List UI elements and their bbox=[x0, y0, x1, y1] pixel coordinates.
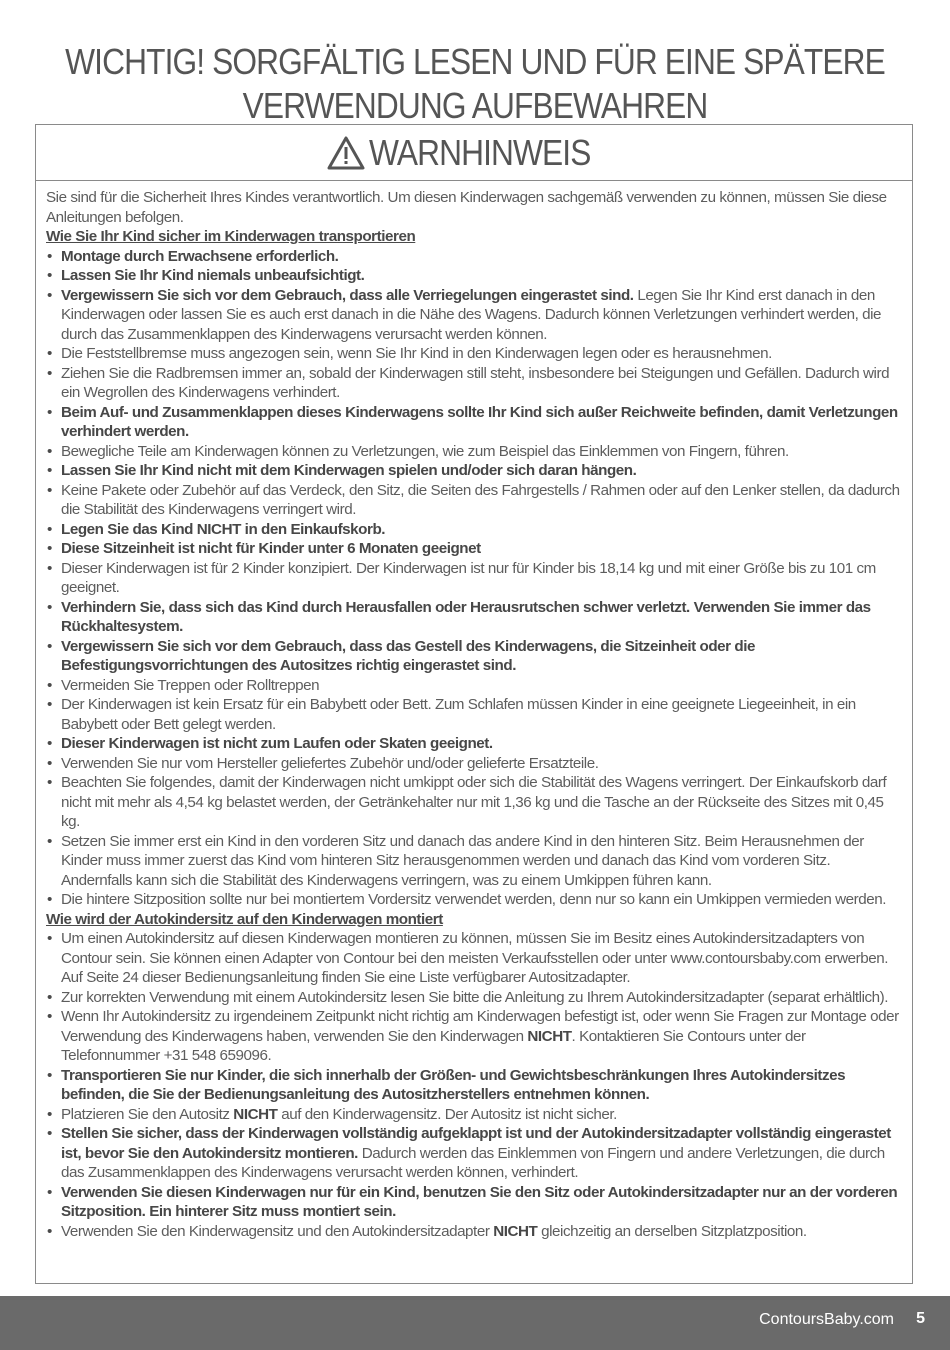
item-bold-text: NICHT bbox=[527, 1027, 572, 1045]
item-text: Die Feststellbremse muss angezogen sein, wenn Sie Ihr Kind in den Kinderwagen legen oder es herausnehmen. bbox=[61, 345, 772, 362]
warning-heading-text: WARNHINWEIS bbox=[369, 131, 591, 173]
item-text: Platzieren Sie den Autositz bbox=[61, 1105, 234, 1123]
list-item bbox=[46, 773, 904, 832]
item-text: Wenn Ihr Autokindersitz zu irgendeinem Zeitpunkt nicht richtig am Kinderwagen befestigt ist, oder wenn Sie Fragen zur Montage oder Verwendung des Kinderwagens haben, verwenden Sie den Kinderwagen bbox=[61, 1008, 899, 1045]
list-item bbox=[46, 1124, 904, 1183]
page-number: 5 bbox=[916, 1310, 925, 1327]
list-item bbox=[46, 754, 904, 774]
item-text: Der Kinderwagen ist kein Ersatz für ein Babybett oder Bett. Zum Schlafen müssen Kinder in eine geeignete Liegeeinheit, in ein Babybett oder Bett gelegt werden. bbox=[61, 696, 856, 733]
item-bold-text: Legen Sie das Kind NICHT in den Einkaufskorb. bbox=[61, 520, 386, 538]
list-item bbox=[46, 695, 904, 734]
item-bold-text: Beim Auf- und Zusammenklappen dieses Kinderwagens sollte Ihr Kind sich außer Reichweite befinden, damit Verletzungen verhindert werden. bbox=[61, 403, 898, 440]
list-item bbox=[46, 461, 904, 481]
section-heading-transport: Wie Sie Ihr Kind sicher im Kinderwagen transportieren bbox=[46, 228, 416, 245]
list-item bbox=[46, 832, 904, 891]
list-item bbox=[46, 598, 904, 637]
item-text: Ziehen Sie die Radbremsen immer an, sobald der Kinderwagen still steht, insbesondere bei Steigungen und Gefällen. Dadurch wird ein Wegrollen des Kinderwagens verhindert. bbox=[61, 364, 890, 401]
item-bold-text: Lassen Sie Ihr Kind niemals unbeaufsichtigt. bbox=[61, 267, 365, 284]
list-item bbox=[46, 247, 904, 267]
intro-text: Sie sind für die Sicherheit Ihres Kindes verantwortlich. Um diesen Kinderwagen sachgemäß verwenden zu können, müssen Sie diese Anleitungen befolgen. bbox=[46, 189, 887, 226]
item-bold-text: Vergewissern Sie sich vor dem Gebrauch, dass das Gestell des Kinderwagens, die Sitzeinheit oder die Befestigungsvorrichtungen des Autositzes richtig eingerastet sind. bbox=[61, 637, 755, 674]
carseat-list bbox=[46, 929, 904, 1241]
warning-box bbox=[35, 124, 913, 1284]
item-text: Verwenden Sie den Kinderwagensitz und den Autokindersitzadapter bbox=[61, 1222, 494, 1240]
item-bold-text: Dieser Kinderwagen ist nicht zum Laufen oder Skaten geeignet. bbox=[61, 735, 493, 752]
list-item bbox=[46, 676, 904, 696]
warning-heading bbox=[36, 125, 912, 181]
item-bold-text: NICHT bbox=[493, 1222, 538, 1240]
footer-website: ContoursBaby.com bbox=[759, 1311, 894, 1328]
item-text: Zur korrekten Verwendung mit einem Autokindersitz lesen Sie bitte die Anleitung zu Ihrem Autokindersitzadapter (separat erhältlich). bbox=[61, 988, 889, 1006]
list-item bbox=[46, 734, 904, 754]
warning-triangle-icon bbox=[327, 136, 365, 170]
item-text: Keine Pakete oder Zubehör auf das Verdeck, den Sitz, die Seiten des Fahrgestells / Rahmen oder auf den Lenker stellen, da dadurch die Stabilität des Kinderwagens verringert wird. bbox=[61, 481, 900, 518]
list-item bbox=[46, 539, 904, 559]
item-bold-text: Stellen Sie sicher, dass der Kinderwagen vollständig aufgeklappt ist und der Autokindersitzadapter vollständig eingerastet ist, bevor Sie den Autokindersitz montieren. bbox=[61, 1125, 891, 1162]
list-item bbox=[46, 559, 904, 598]
item-text: auf den Kinderwagensitz. Der Autositz ist nicht sicher. bbox=[277, 1105, 617, 1123]
item-bold-text: Transportieren Sie nur Kinder, die sich innerhalb der Größen- und Gewichtsbeschränkungen Ihres Autokindersitzes befinden, die Sie der Bedienungsanleitung des Autositzherstellers entnehmen können. bbox=[61, 1066, 846, 1103]
list-item bbox=[46, 1222, 904, 1242]
list-item bbox=[46, 481, 904, 520]
item-bold-text: Montage durch Erwachsene erforderlich. bbox=[61, 247, 339, 265]
item-bold-text: Lassen Sie Ihr Kind nicht mit dem Kinderwagen spielen und/oder sich daran hängen. bbox=[61, 462, 637, 479]
list-item bbox=[46, 1105, 904, 1125]
item-text: gleichzeitig an derselben Sitzplatzposition. bbox=[537, 1222, 807, 1240]
item-bold-text: NICHT bbox=[233, 1105, 278, 1123]
item-text: Dadurch werden das Einklemmen von Fingern und andere Verletzungen, die durch das Zusammenklappen des Kinderwagens verursacht werden können, verhindert. bbox=[61, 1144, 885, 1181]
warning-content bbox=[36, 181, 912, 1241]
item-text: Die hintere Sitzposition sollte nur bei montiertem Vordersitz verwendet werden, denn nur so kann ein Umkippen vermieden werden. bbox=[61, 891, 887, 908]
item-text: Verwenden Sie nur vom Hersteller geliefertes Zubehör und/oder gelieferte Ersatzteile. bbox=[61, 754, 599, 772]
list-item bbox=[46, 637, 904, 676]
title-line-1: WICHTIG! SORGFÄLTIG LESEN UND FÜR EINE SPÄTERE bbox=[65, 41, 885, 82]
list-item bbox=[46, 442, 904, 462]
list-item bbox=[46, 1007, 904, 1066]
item-text: Bewegliche Teile am Kinderwagen können zu Verletzungen, wie zum Beispiel das Einklemmen von Fingern, führen. bbox=[61, 442, 789, 460]
item-text: Um einen Autokindersitz auf diesen Kinderwagen montieren zu können, müssen Sie im Besitz eines Autokindersitzadapters von Contour sein. Sie können einen Adapter von Contour bei den meisten Verkaufsstellen oder unter www.contoursbaby.com erwerben. Auf Seite 24 dieser Bedienungsanleitung finden Sie eine Liste verfügbarer Autositzadapter. bbox=[61, 930, 889, 986]
section-heading-carseat: Wie wird der Autokindersitz auf den Kinderwagen montiert bbox=[46, 910, 443, 928]
item-bold-text: Diese Sitzeinheit ist nicht für Kinder unter 6 Monaten geeignet bbox=[61, 540, 481, 557]
item-bold-text: Vergewissern Sie sich vor dem Gebrauch, dass alle Verriegelungen eingerastet sind. bbox=[61, 286, 634, 304]
list-item bbox=[46, 364, 904, 403]
list-item bbox=[46, 890, 904, 910]
item-text: Beachten Sie folgendes, damit der Kinderwagen nicht umkippt oder sich die Stabilität des Wagens verringert. Der Einkaufskorb darf nicht mit mehr als 4,54 kg belastet werden, der Getränkehalter nur mit 1,36 kg und die Tasche an der Rückseite des Sitzes mit 0,45 kg. bbox=[61, 774, 887, 830]
title-line-2: VERWENDUNG AUFBEWAHREN bbox=[242, 85, 708, 126]
item-text: Vermeiden Sie Treppen oder Rolltreppen bbox=[61, 676, 320, 694]
item-text: Dieser Kinderwagen ist für 2 Kinder konzipiert. Der Kinderwagen ist nur für Kinder bis 18,14 kg und mit einer Größe bis zu 101 cm geeignet. bbox=[61, 559, 876, 596]
list-item bbox=[46, 344, 904, 364]
list-item bbox=[46, 520, 904, 540]
list-item bbox=[46, 403, 904, 442]
item-bold-text: Verwenden Sie diesen Kinderwagen nur für ein Kind, benutzen Sie den Sitz oder Autokindersitzadapter nur an der vorderen Sitzposition. Ein hinterer Sitz muss montiert sein. bbox=[61, 1183, 898, 1220]
list-item bbox=[46, 266, 904, 286]
item-bold-text: Verhindern Sie, dass sich das Kind durch Herausfallen oder Herausrutschen schwer verletzt. Verwenden Sie immer das Rückhaltesystem. bbox=[61, 598, 871, 635]
page-title bbox=[0, 40, 950, 128]
transport-list bbox=[46, 247, 904, 910]
item-text: Setzen Sie immer erst ein Kind in den vorderen Sitz und danach das andere Kind in den hinteren Sitz. Beim Herausnehmen der Kinder muss immer zuerst das Kind vom hinteren Sitz herausgenommen werden und danach das Kind vom vorderen Sitz. Andernfalls kann sich die Stabilität des Kinderwagens verringern, was zu einem Umkippen führen kann. bbox=[61, 832, 864, 889]
list-item bbox=[46, 1183, 904, 1222]
list-item bbox=[46, 929, 904, 988]
list-item bbox=[46, 286, 904, 345]
list-item bbox=[46, 988, 904, 1008]
item-text: Legen Sie Ihr Kind erst danach in den Kinderwagen oder lassen Sie es auch erst danach in die Nähe des Wagens. Dadurch können Verletzungen verhindert werden, die durch das Zusammenklappen des Kinderwagens verursacht werden können. bbox=[61, 286, 882, 343]
list-item bbox=[46, 1066, 904, 1105]
item-text: . Kontaktieren Sie Contours unter der Telefonnummer +31 548 659096. bbox=[61, 1027, 806, 1064]
page-footer bbox=[0, 1296, 950, 1350]
